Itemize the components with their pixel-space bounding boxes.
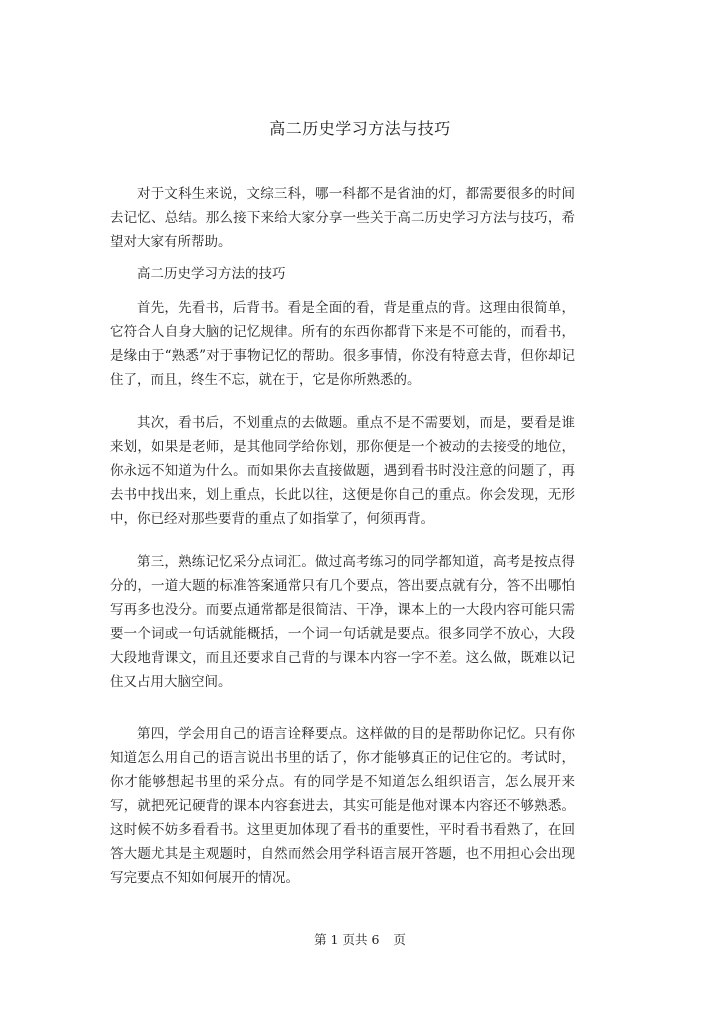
page-footer	[0, 930, 720, 948]
document-title: 高二历史学习方法与技巧	[269, 119, 451, 138]
paragraph-3: 第三，熟练记忆采分点词汇。做过高考练习的同学都知道，高考是按点得分的，一道大题的标准答案通常只有几个要点，答出要点就有分，答不出哪怕写再多也没分。而要点通常都是很简洁、干净，课本上的一大段内容可能只需要一个词或一句话就能概括，一个词一句话就是要点。很多同学不放心，大段大段地背课文，而且还要求自己背的与课本内容一字不差。这么做，既难以记住又占用大脑空间。	[110, 554, 575, 690]
paragraph-1: 首先，先看书，后背书。看是全面的看，背是重点的背。这理由很简单，它符合人自身大脑的记忆规律。所有的东西你都背下来是不可能的，而看书，是缘由于“熟悉”对于事物记忆的帮助。很多事情，你没有特意去背，但你却记住了，而且，终生不忘，就在于，它是你所熟悉的。	[110, 300, 575, 388]
page-number-suffix: 页	[393, 932, 406, 947]
page-number-prefix: 第 1 页共 6	[314, 932, 380, 947]
intro-paragraph: 对于文科生来说，文综三科，哪一科都不是省油的灯，都需要很多的时间去记忆、总结。那么接下来给大家分享一些关于高二历史学习方法与技巧，希望对大家有所帮助。	[110, 186, 575, 250]
paragraph-4: 第四，学会用自己的语言诠释要点。这样做的目的是帮助你记忆。只有你知道怎么用自己的语言说出书里的话了，你才能够真正的记住它的。考试时，你才能够想起书里的采分点。有的同学是不知道怎么组织语言，怎么展开来写，就把死记硬背的课本内容套进去，其实可能是他对课本内容还不够熟悉。这时候不妨多看看书。这里更加体现了看书的重要性，平时看书看熟了，在回答大题尤其是主观题时，自然而然会用学科语言展开答题，也不用担心会出现写完要点不知如何展开的情况。	[110, 726, 575, 886]
section-heading: 高二历史学习方法的技巧	[137, 266, 286, 282]
paragraph-2: 其次，看书后，不划重点的去做题。重点不是不需要划，而是，要看是谁来划，如果是老师，是其他同学给你划，那你便是一个被动的去接受的地位，你永远不知道为什么。而如果你去直接做题，遇到看书时没注意的问题了，再去书中找出来，划上重点，长此以往，这便是你自己的重点。你会发现，无形中，你已经对那些要背的重点了如指掌了，何须再背。	[110, 415, 575, 527]
